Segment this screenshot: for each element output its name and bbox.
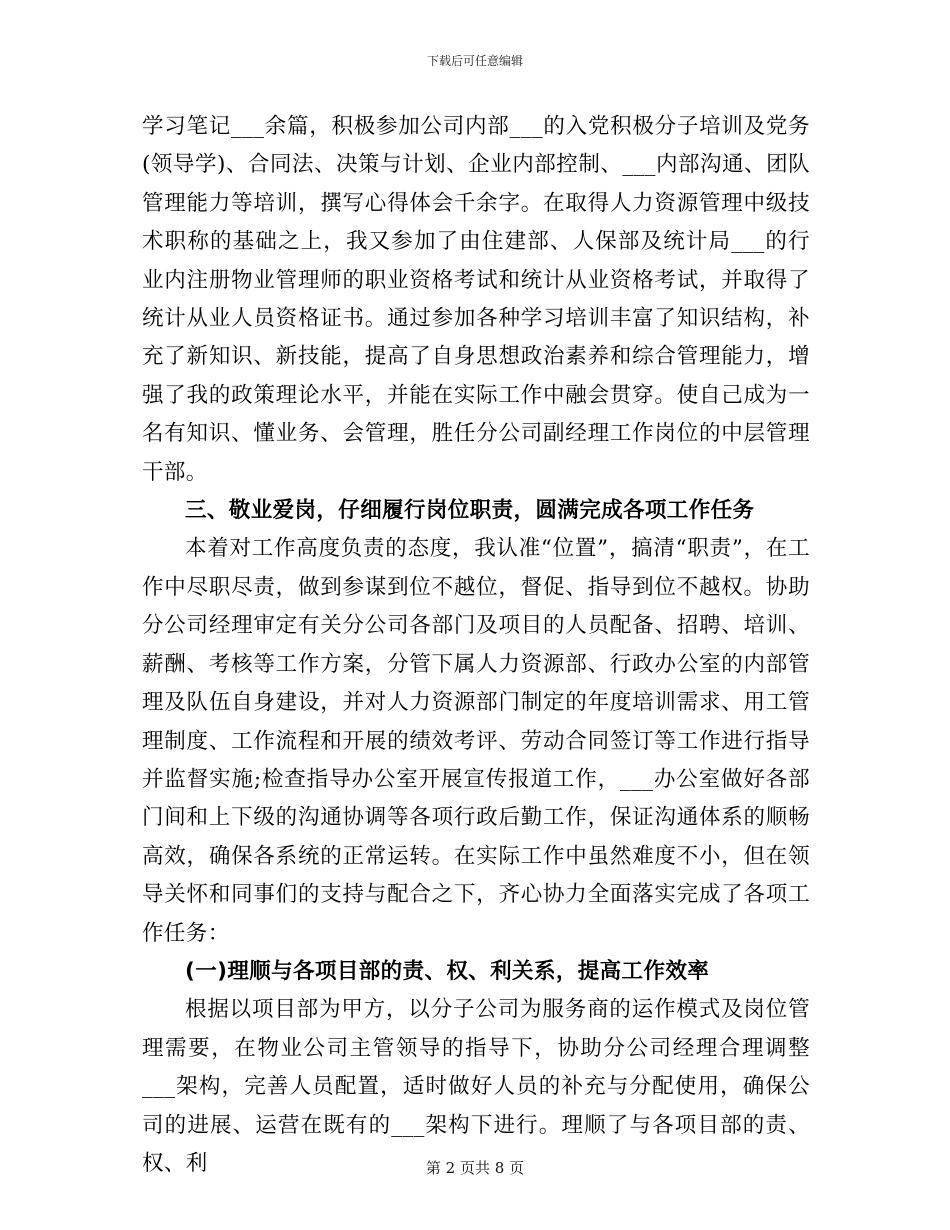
subsection-heading-1: (一)理顺与各项目部的责、权、利关系，提高工作效率 xyxy=(185,958,710,984)
paragraph-continued: 学习笔记___余篇，积极参加公司内部___的入党积极分子培训及党务(领导学)、合同法、决策与计划、企业内部控制、___内部沟通、团队管理能力等培训，撰写心得体会千余字。在取得人力资源管理中级技术职称的基础之上，我又参加了由住建部、人保部及统计局___的行业内注册物业管理师的职业资格考试和统计从业资格考试，并取得了统计从业人员资格证书。通过参加各种学习培训丰富了知识结构，补充了新知识、新技能，提高了自身思想政治素养和综合管理能力，增强了我的政策理论水平，并能在实际工作中融会贯穿。使自己成为一名有知识、懂业务、会管理，胜任分公司副经理工作岗位的中层管理干部。 xyxy=(142,114,810,485)
page-indicator: 第 2 页共 8 页 xyxy=(425,1159,525,1177)
section-heading-3: 三、敬业爱岗，仔细履行岗位职责，圆满完成各项工作任务 xyxy=(185,498,755,524)
header-note: 下载后可任意编辑 xyxy=(426,54,523,68)
paragraph-subsection-1: 根据以项目部为甲方，以分子公司为服务商的运作模式及岗位管理需要，在物业公司主管领导的指导下，协助分公司经理合理调整___架构，完善人员配置，适时做好人员的补充与分配使用，确保公司的进展、运营在既有的___架构下进行。理顺了与各项目部的责、权、利 xyxy=(142,997,810,1176)
paragraph-section-3: 本着对工作高度负责的态度，我认准“位置”，搞清“职责”，在工作中尽职尽责，做到参谋到位不越位，督促、指导到位不越权。协助分公司经理审定有关分公司各部门及项目的人员配备、招聘、培训、薪酬、考核等工作方案，分管下属人力资源部、行政办公室的内部管理及队伍自身建设，并对人力资源部门制定的年度培训需求、用工管理制度、工作流程和开展的绩效考评、劳动合同签订等工作进行指导并监督实施;检查指导办公室开展宣传报道工作，___办公室做好各部门间和上下级的沟通协调等各项行政后勤工作，保证沟通体系的顺畅高效，确保各系统的正常运转。在实际工作中虽然难度不小，但在领导关怀和同事们的支持与配合之下，齐心协力全面落实完成了各项工作任务： xyxy=(142,536,810,946)
document-body xyxy=(142,108,810,1183)
